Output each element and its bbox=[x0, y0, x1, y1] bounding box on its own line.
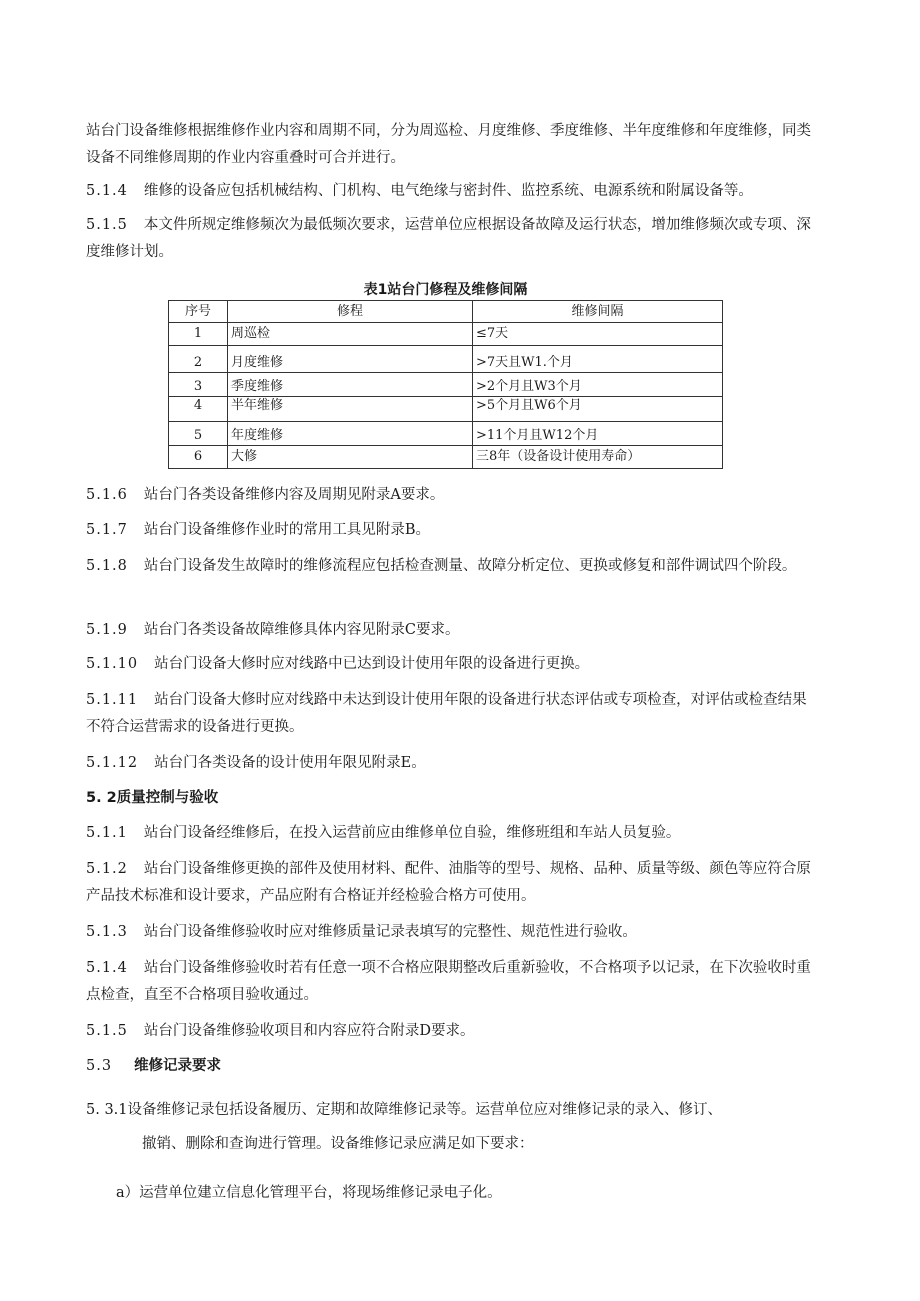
table-row bbox=[169, 422, 723, 446]
section-title: 维修记录要求 bbox=[134, 1058, 222, 1074]
clause-number: 5.1.1 bbox=[86, 825, 128, 841]
table-cell: 大修 bbox=[228, 446, 473, 469]
clause-number: 5.1.3 bbox=[86, 924, 128, 940]
clause-text: 站台门各类设备故障维修具体内容见附录C要求。 bbox=[143, 622, 460, 638]
clause-text: 站台门设备发生故障时的维修流程应包括检查测量、故障分析定位、更换或修复和部件调试四个阶段。 bbox=[143, 558, 797, 574]
clause-text: 站台门设备维修作业时的常用工具见附录B。 bbox=[143, 522, 431, 538]
paragraph: 5. 3.1设备维修记录包括设备履历、定期和故障维修记录等。运营单位应对维修记录的录入、修订、 bbox=[86, 1102, 722, 1118]
table-caption: 表1站台门修程及维修间隔 bbox=[363, 282, 528, 298]
table-cell: 3 bbox=[169, 373, 228, 397]
table-row bbox=[169, 397, 723, 422]
table-cell: 半年维修 bbox=[228, 397, 473, 422]
clause-number: 5.1.5 bbox=[86, 1023, 128, 1039]
table-cell: >11个月且W12个月 bbox=[473, 422, 723, 446]
paragraph bbox=[86, 1018, 816, 1045]
paragraph bbox=[86, 651, 816, 678]
section-number: 5.3 bbox=[86, 1058, 113, 1074]
clause-number: 5.1.10 bbox=[86, 656, 139, 672]
clause-number: 5.1.9 bbox=[86, 622, 128, 638]
table-cell: ≤7天 bbox=[473, 323, 723, 346]
paragraph bbox=[86, 820, 816, 847]
clause-text: 站台门设备维修验收时应对维修质量记录表填写的完整性、规范性进行验收。 bbox=[143, 924, 637, 940]
clause-number: 5.1.12 bbox=[86, 755, 139, 771]
table-cell: 年度维修 bbox=[228, 422, 473, 446]
table-header-row bbox=[169, 301, 723, 323]
list-item: a）运营单位建立信息化管理平台，将现场维修记录电子化。 bbox=[116, 1185, 502, 1201]
table-cell: 月度维修 bbox=[228, 346, 473, 373]
clause-number: 5.1.2 bbox=[86, 861, 128, 877]
paragraph bbox=[86, 553, 816, 580]
table-cell: 1 bbox=[169, 323, 228, 346]
paragraph bbox=[86, 750, 816, 777]
table-row bbox=[169, 446, 723, 469]
table-cell: 三8年（设备设计使用寿命） bbox=[473, 446, 723, 469]
table-cell: >2个月且W3个月 bbox=[473, 373, 723, 397]
clause-text: 本文件所规定维修频次为最低频次要求，运营单位应根据设备故障及运行状态，增加维修频次或专项、深度维修计划。 bbox=[86, 217, 811, 260]
clause-number: 5.1.7 bbox=[86, 522, 128, 538]
clause-number: 5.1.4 bbox=[86, 183, 128, 199]
section-heading bbox=[86, 1053, 816, 1080]
table-row bbox=[169, 346, 723, 373]
paragraph bbox=[86, 517, 816, 544]
table-cell: >7天且W1.个月 bbox=[473, 346, 723, 373]
clause-text: 站台门各类设备的设计使用年限见附录E。 bbox=[154, 755, 426, 771]
clause-text: 站台门设备维修更换的部件及使用材料、配件、油脂等的型号、规格、品种、质量等级、颜色等应符合原产品技术标准和设计要求，产品应附有合格证并经检验合格方可使用。 bbox=[86, 861, 811, 904]
clause-number: 5.1.4 bbox=[86, 960, 128, 976]
section-heading: 5. 2质量控制与验收 bbox=[86, 790, 219, 806]
table-row bbox=[169, 323, 723, 346]
table-cell: 季度维修 bbox=[228, 373, 473, 397]
paragraph bbox=[86, 482, 816, 509]
clause-number: 5.1.5 bbox=[86, 217, 128, 233]
maintenance-table bbox=[168, 300, 723, 469]
table-row bbox=[169, 373, 723, 397]
clause-number: 5.1.11 bbox=[86, 692, 139, 708]
table-cell: 2 bbox=[169, 346, 228, 373]
table-header: 序号 bbox=[169, 301, 228, 323]
table-cell: 4 bbox=[169, 397, 228, 422]
table-cell: 6 bbox=[169, 446, 228, 469]
paragraph bbox=[86, 212, 816, 266]
table-cell: 5 bbox=[169, 422, 228, 446]
paragraph bbox=[86, 856, 816, 910]
table-cell: >5个月且W6个月 bbox=[473, 397, 723, 422]
clause-number: 5.1.6 bbox=[86, 487, 128, 503]
table-header: 维修间隔 bbox=[473, 301, 723, 323]
clause-text: 站台门设备维修验收时若有任意一项不合格应限期整改后重新验收，不合格项予以记录，在下次验收时重点检查，直至不合格项目验收通过。 bbox=[86, 960, 811, 1003]
table-header: 修程 bbox=[228, 301, 473, 323]
clause-text: 站台门设备大修时应对线路中未达到设计使用年限的设备进行状态评估或专项检查，对评估或检查结果不符合运营需求的设备进行更换。 bbox=[86, 692, 807, 735]
clause-text: 维修的设备应包括机械结构、门机构、电气绝缘与密封件、监控系统、电源系统和附属设备等。 bbox=[143, 183, 753, 199]
paragraph: 站台门设备维修根据维修作业内容和周期不同，分为周巡检、月度维修、季度维修、半年度维修和年度维修，同类设备不同维修周期的作业内容重叠时可合并进行。 bbox=[86, 123, 811, 166]
paragraph bbox=[86, 617, 816, 644]
clause-text: 站台门设备经维修后，在投入运营前应由维修单位自验，维修班组和车站人员复验。 bbox=[143, 825, 681, 841]
clause-text: 站台门设备维修验收项目和内容应符合附录D要求。 bbox=[143, 1023, 475, 1039]
paragraph bbox=[86, 919, 816, 946]
table-cell: 周巡检 bbox=[228, 323, 473, 346]
clause-text: 站台门设备大修时应对线路中已达到设计使用年限的设备进行更换。 bbox=[154, 656, 590, 672]
paragraph bbox=[86, 955, 816, 1009]
clause-number: 5.1.8 bbox=[86, 558, 128, 574]
paragraph: 撤销、删除和查询进行管理。设备维修记录应满足如下要求： bbox=[142, 1136, 534, 1152]
paragraph bbox=[86, 178, 816, 205]
paragraph bbox=[86, 687, 816, 741]
clause-text: 站台门各类设备维修内容及周期见附录A要求。 bbox=[143, 487, 445, 503]
